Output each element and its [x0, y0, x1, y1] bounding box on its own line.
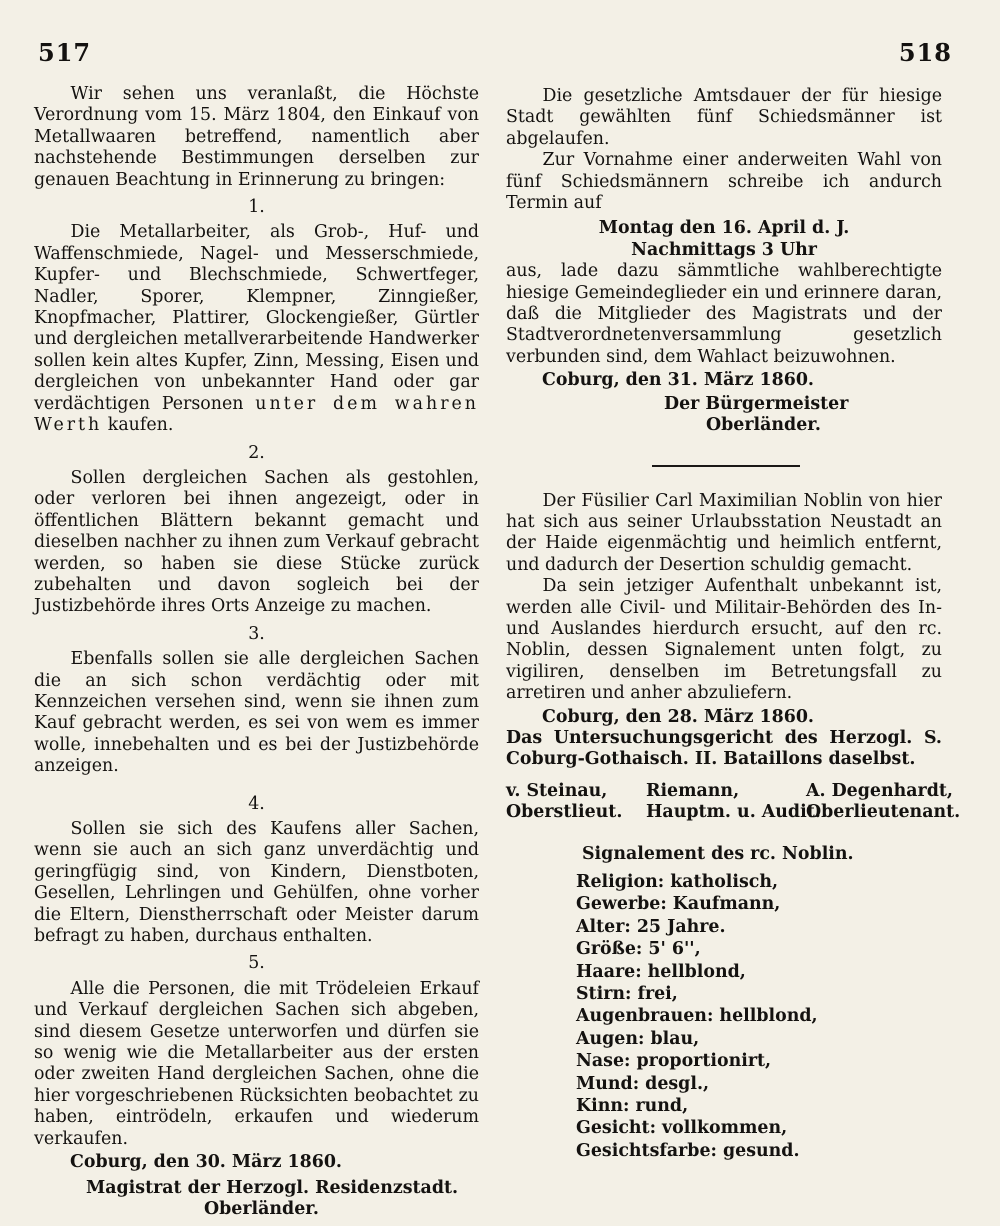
page-number-right: 518	[898, 38, 952, 67]
officer-signatures	[506, 780, 961, 824]
notice2-paragraph-2: Da sein jetziger Aufenthalt unbekannt ist, werden alle Civil- und Militair-Behörden des In- und Auslandes hierdurch ersucht, auf den rc. Noblin, dessen Signalement unten folgt, zu vigiliren, denselben im Betretungsfall zu arretiren und anher abzuliefern.	[506, 576, 942, 704]
court-name: Das Untersuchungsgericht des Herzogl. S. Coburg-Gothaisch. II. Bataillons daselbst.	[506, 727, 942, 770]
signalement-item: Gesichtsfarbe: gesund.	[576, 1140, 800, 1161]
section-2-paragraph: Sollen dergleichen Sachen als gestohlen, oder verloren bei ihnen angezeigt, oder in öffentlichen Blättern bekannt gemacht und dieselben nachher zu ihnen zum Verkauf gebracht werden, so haben sie diese Stücke zurück zubehalten und davon sogleich bei der Justizbehörde ihres Orts Anzeige zu machen.	[34, 467, 479, 617]
officer-rank: Hauptm. u. Audit.	[646, 802, 821, 823]
notice1-paragraph-2: Zur Vornahme einer anderweiten Wahl von fünf Schiedsmännern schreibe ich andurch Termin auf	[506, 150, 942, 214]
notice2-place-date: Coburg, den 28. März 1860.	[542, 706, 814, 727]
signalement-item: Augenbrauen: hellblond,	[576, 1006, 818, 1027]
section-number-2: 2.	[248, 442, 265, 463]
left-column	[34, 84, 479, 1220]
signalement-item: Haare: hellblond,	[576, 961, 746, 982]
left-signature-name: Oberländer.	[204, 1198, 319, 1219]
mayor-name: Oberländer.	[706, 415, 821, 436]
section-divider	[652, 465, 800, 467]
intro-paragraph: Wir sehen uns veranlaßt, die Höchste Verordnung vom 15. März 1804, den Einkauf von Metallwaaren betreffend, namentlich aber nachstehende Bestimmungen derselben zur genauen Beachtung in Erinnerung zu bringen:	[34, 84, 479, 190]
page-number-left: 517	[38, 38, 92, 67]
officer-rank: Oberstlieut.	[506, 802, 623, 823]
officer-name: v. Steinau,	[506, 780, 608, 801]
section-3-paragraph: Ebenfalls sollen sie alle dergleichen Sachen die an sich schon verdächtig oder mit Kennzeichen versehen sind, wenn sie ihnen zum Kauf gebracht werden, es sei von wem es immer wolle, innebehalten und es bei der Justizbehörde anzeigen.	[34, 649, 479, 777]
section-number-5: 5.	[248, 953, 265, 974]
section-4-paragraph: Sollen sie sich des Kaufens aller Sachen, wenn sie auch an sich ganz unverdächtig und geringfügig sind, von Kindern, Dienstboten, Gesellen, Lehrlingen und Gehülfen, ohne vorher die Eltern, Dienstherrschaft oder Meister darum befragt zu haben, durchaus enthalten.	[34, 819, 479, 947]
signalement-item: Stirn: frei,	[576, 984, 678, 1005]
mayor-title: Der Bürgermeister	[664, 393, 849, 414]
section-1-paragraph	[34, 222, 479, 436]
section-1-emphasis: unter dem wahren Werth	[34, 393, 479, 436]
officer-rank: Oberlieutenant.	[806, 802, 961, 823]
section-number-1: 1.	[248, 197, 265, 218]
section-5-paragraph: Alle die Personen, die mit Trödeleien Erkauf und Verkauf dergleichen Sachen sich abgeben, sind diesem Gesetze unterworfen und dürfen sie so wenig wie die Metallarbeiter aus der ersten oder zweiten Hand dergleichen Sachen, ohne die hier vorgeschriebenen Rücksichten beobachtet zu haben, eintrödeln, erkaufen und wiederum verkaufen.	[34, 978, 479, 1149]
notice1-place-date: Coburg, den 31. März 1860.	[542, 370, 814, 391]
signalement-item: Kinn: rund,	[576, 1096, 689, 1117]
signalement-item: Religion: katholisch,	[576, 872, 779, 892]
section-1-text: Die Metallarbeiter, als Grob-, Huf- und Waffenschmiede, Nagel- und Messerschmiede, Kupfer- und Blechschmiede, Schwertfeger, Nadler, Sporer, Klempner, Zinngießer, Knopfmacher, Plattirer, Glockengießer, Gürtler und dergleichen metallverarbeitende Handwerker sollen kein altes Kupfer, Zinn, Messing, Eisen und dergleichen von unbekannter Hand oder gar verdächtigen Personen	[34, 222, 479, 414]
right-column	[506, 86, 961, 1162]
signalement-item: Alter: 25 Jahre.	[576, 916, 726, 937]
signalement-title: Signalement des rc. Noblin.	[582, 843, 854, 864]
notice1-paragraph-1: Die gesetzliche Amtsdauer der für hiesige Stadt gewählten fünf Schiedsmänner ist abgelaufen.	[506, 86, 942, 149]
left-place-date: Coburg, den 30. März 1860.	[70, 1152, 342, 1173]
election-date: Montag den 16. April d. J.	[598, 218, 850, 239]
officer-name: Riemann,	[646, 780, 740, 801]
signalement-item: Gewerbe: Kaufmann,	[576, 894, 781, 915]
signalement-item: Mund: desgl.,	[576, 1073, 710, 1094]
signalement-item: Gesicht: vollkommen,	[576, 1118, 788, 1139]
election-time: Nachmittags 3 Uhr	[631, 239, 817, 260]
signalement-item: Größe: 5' 6'',	[576, 939, 701, 960]
section-number-4: 4.	[248, 793, 265, 814]
signalement-item: Augen: blau,	[576, 1028, 700, 1049]
section-number-3: 3.	[248, 623, 265, 644]
section-1-end: kaufen.	[102, 415, 174, 436]
signalement-item: Nase: proportionirt,	[576, 1051, 772, 1072]
notice2-paragraph-1: Der Füsilier Carl Maximilian Noblin von hier hat sich aus seiner Urlaubsstation Neustadt an der Haide eigenmächtig und heimlich entfernt, und dadurch der Desertion schuldig gemacht.	[506, 490, 942, 575]
notice1-paragraph-3: aus, lade dazu sämmtliche wahlberechtigte hiesige Gemeindeglieder ein und erinnere daran, daß die Mitglieder des Magistrats und der Stadtverordnetenversammlung gesetzlich verbunden sind, dem Wahlact beizuwohnen.	[506, 261, 942, 367]
signalement-list	[506, 871, 942, 1162]
officer-name: A. Degenhardt,	[806, 780, 953, 801]
issuing-authority: Magistrat der Herzogl. Residenzstadt.	[86, 1177, 459, 1198]
